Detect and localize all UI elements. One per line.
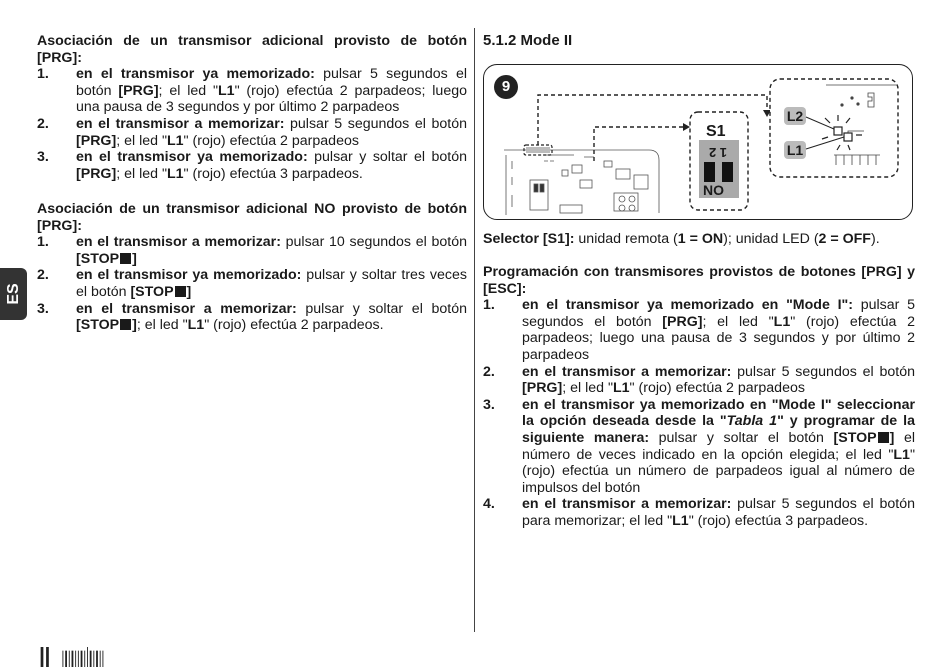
language-tab-label: ES	[4, 283, 22, 305]
circuit-board-drawing	[504, 150, 659, 215]
list-item	[483, 496, 915, 529]
block2-steps	[37, 234, 467, 334]
switch-digits: 1 2	[708, 145, 728, 160]
step-number: 4.	[483, 496, 495, 513]
list-item	[483, 297, 915, 363]
step-number: 1.	[483, 297, 495, 314]
step-text: en el transmisor ya memorizado: pulsar 5 segundos el botón [PRG]; el led "L1" (rojo) efectúa 2 parpadeos; luego una pausa de 3 segundos y por último 2 parpadeos	[76, 66, 467, 116]
column-divider	[474, 28, 475, 632]
step-text: en el transmisor ya memorizado: pulsar y soltar tres veces el botón [STOP ]	[76, 267, 467, 300]
block3-heading: Programación con transmisores provistos de botones [PRG] y [ESC]:	[483, 264, 915, 297]
led-l2-label: L2	[786, 108, 804, 124]
step-text: en el transmisor a memorizar: pulsar 5 segundos el botón [PRG]; el led "L1" (rojo) efectúa 2 parpadeos	[522, 363, 915, 397]
block1-steps	[37, 66, 467, 182]
block-additional-without-prg	[37, 201, 467, 334]
stop-square-icon	[120, 253, 131, 264]
step-number: 2.	[483, 363, 495, 380]
figure-number: 9	[494, 75, 518, 99]
list-item	[37, 149, 467, 182]
step-number: 3.	[37, 149, 49, 166]
figure-caption: Selector [S1]: unidad remota (1 = ON); unidad LED (2 = OFF).	[483, 231, 880, 247]
step-number: 2.	[37, 115, 49, 132]
switch-label: S1	[706, 123, 726, 140]
step-text: en el transmisor a memorizar: pulsar 5 segundos el botón [PRG]; el led "L1" (rojo) efectúa 2 parpadeos	[76, 115, 467, 149]
list-item	[37, 66, 467, 116]
block3-steps	[483, 297, 915, 529]
language-tab	[0, 268, 27, 320]
stop-square-icon	[878, 432, 889, 443]
list-item	[37, 267, 467, 300]
step-number: 3.	[37, 300, 49, 317]
step-text: en el transmisor ya memorizado: pulsar y soltar el botón [PRG]; el led "L1" (rojo) efectúa 3 parpadeos.	[76, 149, 467, 182]
step-text: en el transmisor a memorizar: pulsar 5 segundos el botón para memorizar; el led "L1" (rojo) efectúa 3 parpadeos.	[522, 496, 915, 529]
step-number: 2.	[37, 267, 49, 284]
step-text: en el transmisor ya memorizado en "Mode I": pulsar 5 segundos el botón [PRG]; el led "L1" (rojo) efectúa 2 parpadeos; luego una pausa de 3 segundos y por último 2 parpadeos	[522, 297, 916, 363]
list-item	[37, 301, 467, 334]
block-additional-with-prg	[37, 33, 467, 182]
step-text: en el transmisor ya memorizado en "Mode I" seleccionar la opción deseada desde la "Tabla 1" y programar de la siguiente manera: pulsar y soltar el botón [STOP ] el número de veces indicado en la opción elegida; el led "L1" (rojo) efectúa un número de parpadeos igual al número de impulsos del botón	[522, 396, 915, 496]
stop-square-icon	[175, 286, 186, 297]
step-number: 3.	[483, 396, 495, 413]
step-text: en el transmisor a memorizar: pulsar y soltar el botón [STOP ]; el led "L1" (rojo) efectúa 2 parpadeos.	[76, 300, 468, 334]
block1-heading: Asociación de un transmisor adicional provisto de botón [PRG]:	[37, 33, 467, 66]
led-l1-label: L1	[786, 142, 804, 158]
list-item	[483, 397, 915, 497]
section-title: 5.1.2 Mode II	[483, 32, 573, 49]
switch-state: NO	[703, 182, 724, 198]
list-item	[37, 116, 467, 149]
board-diagram	[484, 65, 912, 219]
stop-square-icon	[120, 319, 131, 330]
step-text: en el transmisor a memorizar: pulsar 10 segundos el botón [STOP ]	[76, 234, 467, 267]
step-number: 1.	[37, 66, 49, 83]
list-item	[37, 234, 467, 267]
block-programming-prg-esc	[483, 264, 915, 530]
block2-heading: Asociación de un transmisor adicional NO provisto de botón [PRG]:	[37, 201, 467, 234]
barcode-mark	[37, 647, 117, 667]
figure-9	[483, 64, 913, 220]
list-item	[483, 364, 915, 397]
step-number: 1.	[37, 234, 49, 251]
